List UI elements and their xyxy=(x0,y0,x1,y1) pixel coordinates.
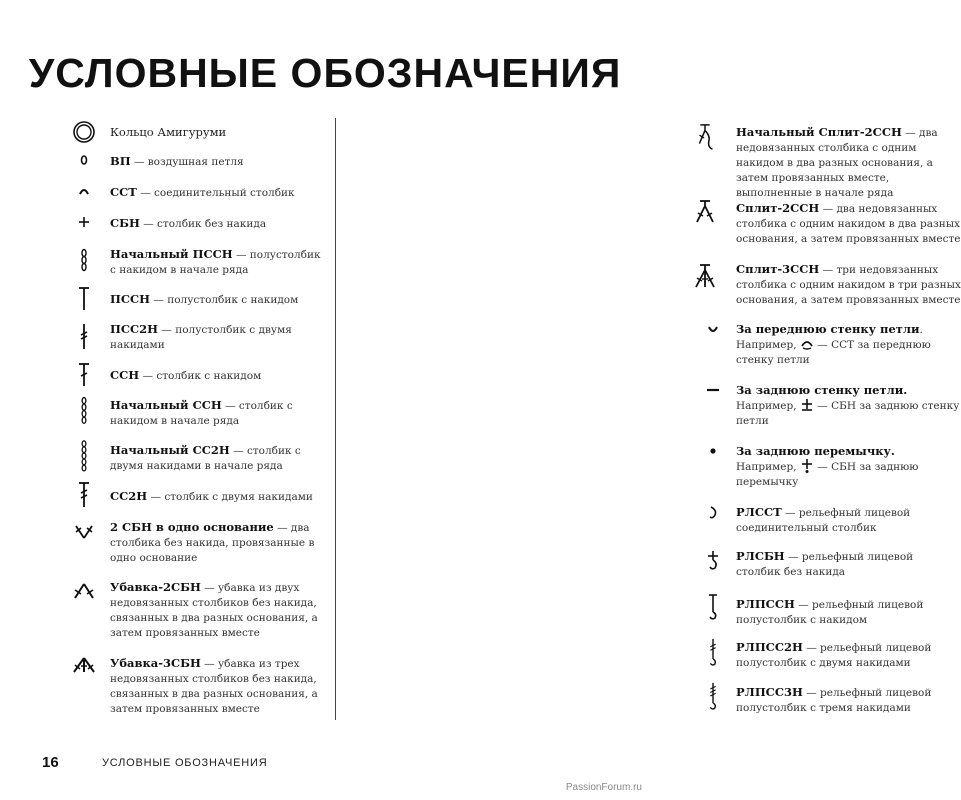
front-loop-icon xyxy=(701,315,725,343)
entry-desc: — полустолбик с накидом в начале ряда xyxy=(110,249,321,276)
entry-term: Убавка-2СБН xyxy=(110,580,201,594)
legend-entry xyxy=(110,125,325,141)
back-bar-example-icon xyxy=(800,460,814,472)
legend-entry xyxy=(736,322,961,368)
legend-entry xyxy=(736,597,961,628)
front-post-hdtr-icon xyxy=(701,682,725,710)
legend-entry xyxy=(110,292,325,308)
entry-term: ПССН xyxy=(110,292,151,306)
entry-desc: — воздушная петля xyxy=(130,156,244,168)
legend-entry xyxy=(736,262,961,308)
entry-term: Сплит-2ССН xyxy=(736,201,820,215)
entry-desc: — два недовязанных столбика с одним накидом в два разных основания, а затем провязанных вместе xyxy=(736,203,961,245)
entry-desc: — рельефный лицевой соединительный столбик xyxy=(736,507,911,534)
page-number: 16 xyxy=(42,754,59,771)
example-prefix: Например, xyxy=(736,339,797,351)
split-dc3tog-icon xyxy=(693,262,717,290)
legend-entry xyxy=(110,247,325,278)
entry-term: За заднюю стенку петли. xyxy=(736,383,908,397)
entry-term: Начальный ССН xyxy=(110,398,222,412)
legend-entry xyxy=(110,368,325,384)
example-text: — СБН за заднюю перемычку xyxy=(736,461,919,488)
entry-term: РЛПСС2Н xyxy=(736,640,803,654)
amigurumi-ring-icon xyxy=(72,118,96,146)
entry-term: Начальный СС2Н xyxy=(110,443,230,457)
entry-term: ПСС2Н xyxy=(110,322,159,336)
entry-term: РЛПССН xyxy=(736,597,795,611)
entry-term: Начальный ПССН xyxy=(110,247,233,261)
legend-entry xyxy=(736,549,961,580)
example-text: — ССТ за переднюю стенку петли xyxy=(736,339,931,366)
front-post-sc-icon xyxy=(701,546,725,574)
back-loop-example-icon xyxy=(800,399,814,411)
entry-term: ССТ xyxy=(110,185,137,199)
legend-entry xyxy=(110,443,325,474)
legend-entry xyxy=(110,520,325,566)
entry-desc: — рельефный лицевой полустолбик с тремя накидами xyxy=(736,687,932,714)
legend-entry xyxy=(110,398,325,429)
legend-entry xyxy=(110,216,325,232)
legend-entry xyxy=(110,656,325,717)
example-text: — СБН за заднюю стенку петли xyxy=(736,400,960,427)
entry-desc: — два столбика без накида, провязанные в одно основание xyxy=(110,522,315,564)
entry-term: РЛСБН xyxy=(736,549,785,563)
legend-entry xyxy=(110,580,325,641)
entry-desc: . xyxy=(919,324,923,336)
entry-desc: — три недовязанных столбика с одним накидом в три разных основания, а затем провязанных вместе xyxy=(736,264,961,306)
legend-entry xyxy=(736,685,961,716)
entry-desc: — два недовязанных столбика с одним накидом в два разных основания, а затем провязанных вместе, выполненные в начале ряда xyxy=(736,127,938,199)
column-divider xyxy=(335,118,336,720)
legend-entry xyxy=(736,383,961,429)
entry-term: Сплит-3ССН xyxy=(736,262,820,276)
legend-entry xyxy=(110,154,325,170)
starting-half-double-icon xyxy=(72,246,96,274)
entry-desc: — соединительный столбик xyxy=(136,187,295,199)
back-bar-icon xyxy=(701,437,725,465)
legend-entry xyxy=(736,505,961,536)
entry-term: За переднюю стенку петли xyxy=(736,322,920,336)
legend-entry xyxy=(110,489,325,505)
legend-entry xyxy=(736,640,961,671)
legend-entry xyxy=(736,444,961,490)
legend-entry xyxy=(736,125,961,201)
entry-term: Убавка-3СБН xyxy=(110,656,201,670)
entry-desc: — столбик с двумя накидами xyxy=(147,491,313,503)
legend-entry xyxy=(110,322,325,353)
chain-stitch-icon xyxy=(72,146,96,174)
entry-term: СС2Н xyxy=(110,489,148,503)
starting-double-icon xyxy=(72,396,96,424)
example-prefix: Например, xyxy=(736,461,797,473)
entry-term: РЛПСС3Н xyxy=(736,685,803,699)
half-double-icon xyxy=(72,284,96,312)
entry-term: За заднюю перемычку. xyxy=(736,444,895,458)
starting-treble-icon xyxy=(72,440,96,468)
entry-desc: — полустолбик с накидом xyxy=(150,294,299,306)
entry-desc: — убавка из двух недовязанных столбиков без накида, связанных в два разных основания, а затем провязанных вместе xyxy=(110,582,318,639)
page-title: УСЛОВНЫЕ ОБОЗНАЧЕНИЯ xyxy=(28,50,622,96)
sc3tog-icon xyxy=(72,652,96,680)
treble-crochet-icon xyxy=(72,480,96,508)
watermark: PassionForum.ru xyxy=(565,782,642,793)
entry-desc: — столбик без накида xyxy=(139,218,267,230)
half-treble-icon xyxy=(72,322,96,350)
entry-desc: — рельефный лицевой полустолбик с двумя накидами xyxy=(736,642,932,669)
entry-desc: — рельефный лицевой полустолбик с накидом xyxy=(736,599,924,626)
front-post-htr-icon xyxy=(701,638,725,666)
sc2tog-icon xyxy=(72,578,96,606)
entry-desc: — столбик с накидом в начале ряда xyxy=(110,400,293,427)
entry-term: 2 СБН в одно основание xyxy=(110,520,274,534)
front-post-hdc-icon xyxy=(701,592,725,620)
two-sc-same-base-icon xyxy=(72,516,96,544)
legend-entry xyxy=(736,201,961,247)
double-crochet-icon xyxy=(72,360,96,388)
entry-desc: — рельефный лицевой столбик без накида xyxy=(736,551,914,578)
back-loop-icon xyxy=(701,376,725,404)
entry-term: Начальный Сплит-2ССН xyxy=(736,125,902,139)
split-dc2tog-icon xyxy=(693,198,717,226)
entry-term: РЛССТ xyxy=(736,505,782,519)
entry-label: Кольцо Амигуруми xyxy=(110,125,227,139)
slip-stitch-icon xyxy=(72,176,96,204)
entry-desc: — столбик с двумя накидами в начале ряда xyxy=(110,445,301,472)
front-post-slip-icon xyxy=(701,498,725,526)
entry-desc: — столбик с накидом xyxy=(139,370,262,382)
entry-term: ВП xyxy=(110,154,131,168)
example-prefix: Например, xyxy=(736,400,797,412)
single-crochet-icon xyxy=(72,208,96,236)
running-footer: УСЛОВНЫЕ ОБОЗНАЧЕНИЯ xyxy=(102,757,268,769)
entry-term: СБН xyxy=(110,216,140,230)
entry-term: ССН xyxy=(110,368,140,382)
entry-desc: — полустолбик с двумя накидами xyxy=(110,324,292,351)
entry-desc: — убавка из трех недовязанных столбиков без накида, связанных в два разных основания, а затем провязанных вместе xyxy=(110,658,318,715)
starting-split-dc2tog-icon xyxy=(693,123,717,151)
legend-entry xyxy=(110,185,325,201)
front-loop-example-icon xyxy=(800,338,814,350)
